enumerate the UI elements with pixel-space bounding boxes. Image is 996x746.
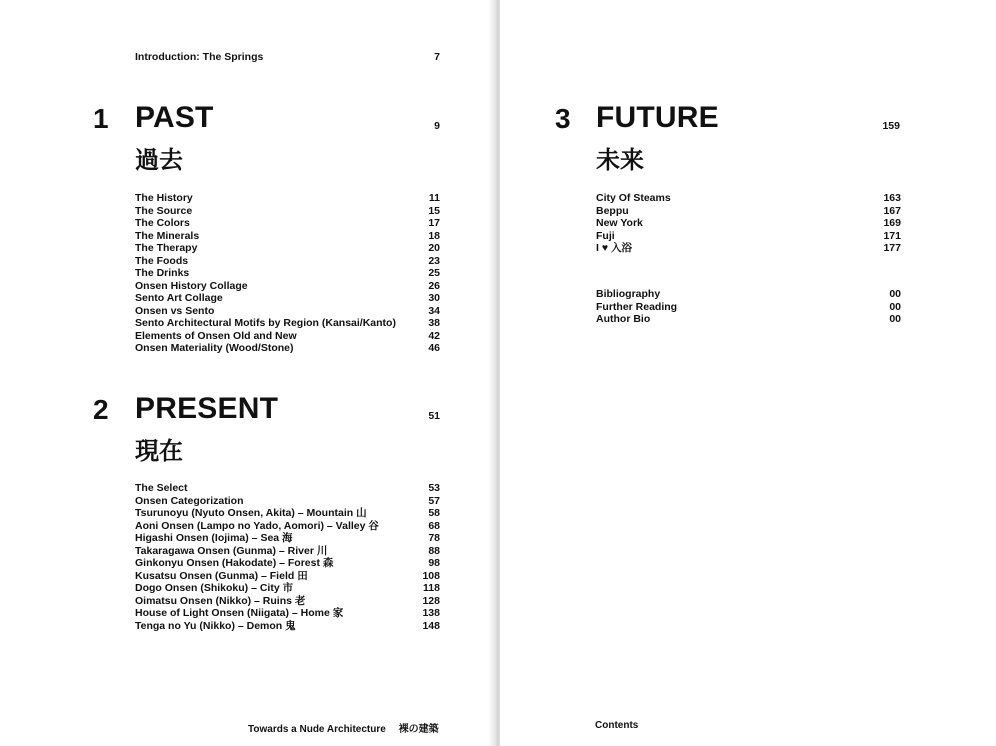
toc-entry <box>135 620 440 633</box>
toc-entry-title: Tenga no Yu (Nikko) – Demon 鬼 <box>135 619 296 632</box>
present-entries <box>135 482 440 632</box>
toc-entry-page: 177 <box>883 242 901 254</box>
toc-entry-page: 138 <box>422 607 440 619</box>
toc-entry <box>596 313 901 326</box>
toc-entry <box>135 532 440 545</box>
toc-entry-title: Onsen Categorization <box>135 494 244 507</box>
section-number: 3 <box>555 103 571 134</box>
section-kanji: 未来 <box>596 146 644 174</box>
toc-entry-title: City Of Steams <box>596 192 671 204</box>
toc-entry-title: I ♥ 入浴 <box>596 242 632 254</box>
toc-entry-title: The Select <box>135 482 188 494</box>
toc-entry-title: The Colors <box>135 217 190 229</box>
toc-entry <box>135 267 440 280</box>
toc-entry-title: Higashi Onsen (Iojima) – Sea 海 <box>135 532 293 544</box>
toc-entry-page: 167 <box>883 204 901 217</box>
toc-entry-page: 30 <box>428 292 440 304</box>
intro-title: Introduction: The Springs <box>135 51 264 63</box>
toc-entry <box>135 317 440 330</box>
toc-entry-title: Further Reading <box>596 300 678 313</box>
toc-entry-page: 98 <box>428 557 440 569</box>
toc-entry-title: The History <box>135 192 193 204</box>
toc-entry-page: 148 <box>422 619 440 632</box>
toc-entry <box>135 495 440 508</box>
toc-entry-page: 68 <box>428 519 440 532</box>
toc-entry-page: 46 <box>428 342 440 354</box>
intro-entry <box>135 51 440 63</box>
section-page: 159 <box>882 120 900 132</box>
section-page: 51 <box>428 410 440 422</box>
toc-entry-page: 23 <box>428 254 440 267</box>
toc-entry-page: 00 <box>889 300 901 313</box>
book-title: Towards a Nude Architecture <box>248 724 386 735</box>
toc-entry <box>135 217 440 230</box>
toc-entry-title: Beppu <box>596 204 629 217</box>
toc-entry-page: 108 <box>422 569 440 582</box>
toc-entry-page: 18 <box>428 229 440 242</box>
toc-entry-title: Onsen Materiality (Wood/Stone) <box>135 342 294 354</box>
toc-entry-title: Onsen vs Sento <box>135 304 215 317</box>
intro-page: 7 <box>434 51 440 63</box>
toc-entry <box>135 230 440 243</box>
section-title: PRESENT <box>135 392 279 425</box>
toc-entry-page: 34 <box>428 304 440 317</box>
section-title: FUTURE <box>596 101 719 134</box>
toc-entry-title: Fuji <box>596 229 615 242</box>
toc-entry <box>135 192 440 205</box>
toc-entry <box>135 342 440 355</box>
back-matter-entries <box>596 288 901 326</box>
toc-entry-page: 00 <box>889 313 901 325</box>
toc-entry-title: Sento Art Collage <box>135 292 223 304</box>
toc-entry-title: The Minerals <box>135 229 200 242</box>
toc-entry <box>596 242 901 255</box>
toc-entry-title: Sento Architectural Motifs by Region (Kansai/Kanto) <box>135 317 396 329</box>
toc-entry-title: The Foods <box>135 254 189 267</box>
toc-entry <box>596 301 901 314</box>
toc-entry-title: House of Light Onsen (Niigata) – Home 家 <box>135 607 344 619</box>
toc-entry <box>135 255 440 268</box>
toc-entry <box>135 330 440 343</box>
section-title: PAST <box>135 101 214 134</box>
toc-entry-page: 58 <box>428 507 440 519</box>
toc-entry-title: The Drinks <box>135 267 190 279</box>
toc-entry-title: Aoni Onsen (Lampo no Yado, Aomori) – Valley 谷 <box>135 519 379 532</box>
toc-entry-page: 25 <box>428 267 440 279</box>
left-page <box>0 0 492 746</box>
toc-entry-page: 78 <box>428 532 440 544</box>
toc-entry <box>135 292 440 305</box>
toc-entry-title: Ginkonyu Onsen (Hakodate) – Forest 森 <box>135 557 334 569</box>
toc-entry <box>135 305 440 318</box>
toc-entry-title: Author Bio <box>596 313 651 325</box>
toc-entry-title: Oimatsu Onsen (Nikko) – Ruins 老 <box>135 594 306 607</box>
toc-entry <box>596 205 901 218</box>
toc-entry-page: 42 <box>428 329 440 342</box>
toc-entry <box>596 288 901 301</box>
toc-entry-page: 38 <box>428 317 440 329</box>
toc-entry-title: Elements of Onsen Old and New <box>135 329 297 342</box>
toc-entry <box>135 242 440 255</box>
toc-entry <box>135 280 440 293</box>
toc-entry-page: 128 <box>422 594 440 607</box>
toc-entry-page: 53 <box>428 482 440 494</box>
toc-entry-page: 169 <box>883 217 901 229</box>
past-entries <box>135 192 440 355</box>
toc-entry-page: 57 <box>428 494 440 507</box>
toc-entry-title: Kusatsu Onsen (Gunma) – Field 田 <box>135 569 308 582</box>
toc-entry <box>596 192 901 205</box>
footer-left <box>248 720 439 735</box>
future-entries <box>596 192 901 255</box>
toc-entry <box>135 582 440 595</box>
toc-entry-page: 20 <box>428 242 440 254</box>
toc-entry <box>135 557 440 570</box>
section-kanji: 過去 <box>135 146 183 174</box>
toc-entry-title: New York <box>596 217 643 229</box>
toc-entry-page: 00 <box>889 288 901 300</box>
toc-entry <box>135 520 440 533</box>
toc-entry-title: Tsurunoyu (Nyuto Onsen, Akita) – Mountain 山 <box>135 507 367 519</box>
section-page: 9 <box>434 120 440 132</box>
toc-entry-title: Dogo Onsen (Shikoku) – City 市 <box>135 582 294 594</box>
toc-entry <box>135 595 440 608</box>
toc-entry-page: 15 <box>428 204 440 217</box>
toc-entry <box>135 507 440 520</box>
toc-entry <box>135 482 440 495</box>
toc-entry-title: Takaragawa Onsen (Gunma) – River 川 <box>135 544 328 557</box>
toc-entry <box>135 570 440 583</box>
toc-entry-page: 171 <box>883 229 901 242</box>
toc-entry <box>596 230 901 243</box>
footer-right: Contents <box>595 720 639 731</box>
toc-entry-page: 88 <box>428 544 440 557</box>
toc-entry-title: The Source <box>135 204 193 217</box>
section-number: 2 <box>93 394 109 425</box>
toc-entry <box>135 607 440 620</box>
section-kanji: 現在 <box>135 437 183 465</box>
toc-entry-page: 26 <box>428 279 440 292</box>
toc-entry <box>596 217 901 230</box>
section-number: 1 <box>93 103 109 134</box>
toc-entry-page: 11 <box>428 192 440 204</box>
right-page <box>500 0 996 746</box>
toc-entry-title: The Therapy <box>135 242 198 254</box>
toc-entry-page: 118 <box>423 582 440 594</box>
toc-entry-title: Onsen History Collage <box>135 279 248 292</box>
toc-entry <box>135 545 440 558</box>
book-title-kanji: 裸の建築 <box>398 724 439 735</box>
toc-entry <box>135 205 440 218</box>
toc-entry-title: Bibliography <box>596 288 661 300</box>
toc-entry-page: 17 <box>428 217 440 229</box>
toc-entry-page: 163 <box>883 192 901 204</box>
